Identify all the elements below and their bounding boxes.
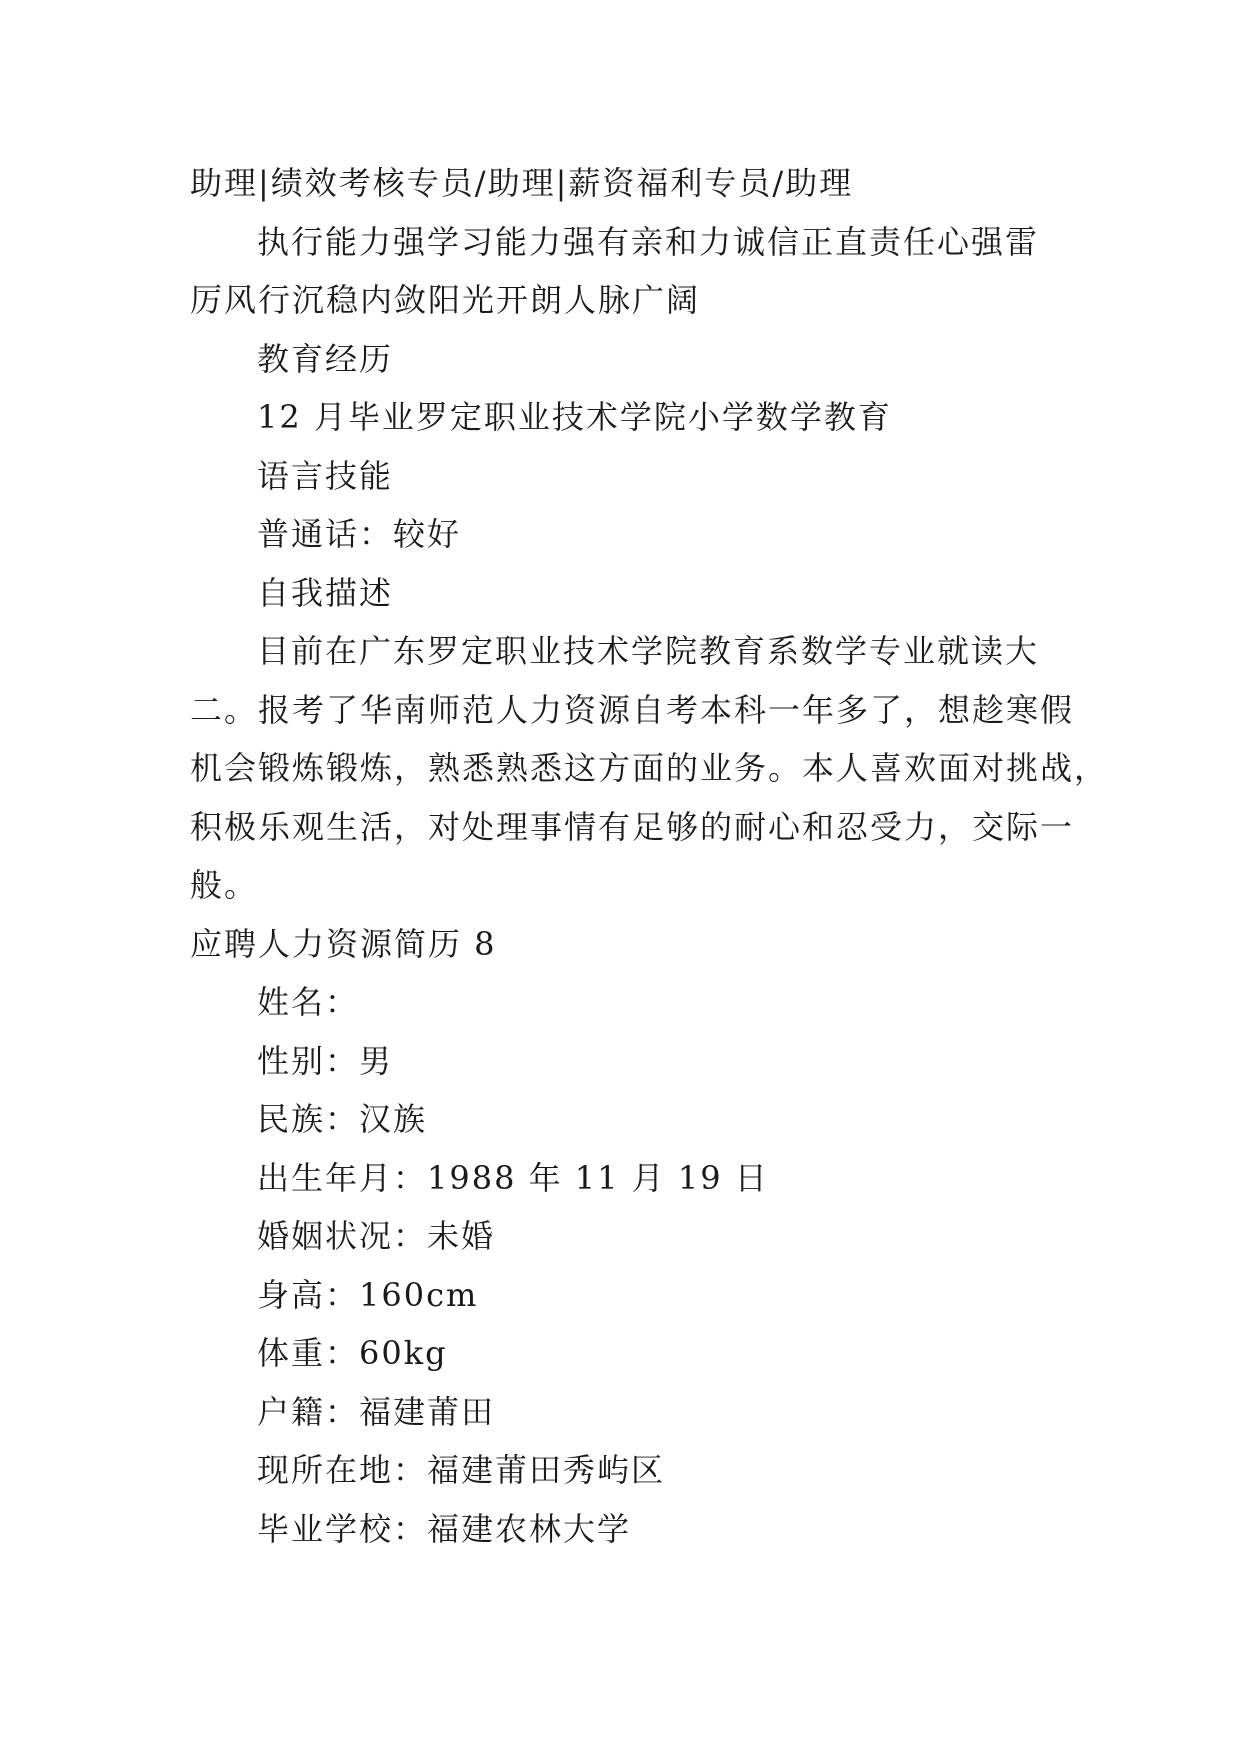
self-description-heading: 自我描述 [257, 573, 394, 612]
language-heading: 语言技能 [257, 456, 394, 495]
self-description-line-2: 二。报考了华南师范人力资源自考本科一年多了，想趁寒假 [190, 690, 1075, 729]
field-current-location: 现所在地：福建莆田秀屿区 [257, 1451, 666, 1489]
field-height: 身高：160cm [257, 1275, 479, 1314]
field-ethnicity: 民族：汉族 [257, 1100, 428, 1138]
field-graduate-school: 毕业学校：福建农林大学 [257, 1509, 632, 1548]
field-gender: 性别：男 [257, 1041, 394, 1080]
field-marital-status: 婚姻状况：未婚 [257, 1217, 496, 1255]
job-titles-line: 助理|绩效考核专员/助理|薪资福利专员/助理 [190, 164, 854, 202]
self-description-line-4: 积极乐观生活，对处理事情有足够的耐心和忍受力，交际一 [190, 807, 1075, 846]
field-hukou: 户籍：福建莆田 [257, 1392, 496, 1431]
field-birth-date: 出生年月：1988 年 11 月 19 日 [257, 1158, 769, 1197]
self-description-line-3: 机会锻炼锻炼，熟悉熟悉这方面的业务。本人喜欢面对挑战， [190, 749, 1109, 787]
education-item: 12 月毕业罗定职业技术学院小学数学教育 [257, 398, 892, 436]
self-description-line-5: 般。 [190, 866, 259, 904]
field-name: 姓名： [257, 983, 360, 1021]
field-weight: 体重：60kg [257, 1334, 448, 1372]
resume-title: 应聘人力资源简历 8 [190, 924, 497, 963]
document-page [190, 154, 1109, 1558]
traits-line-2: 厉风行沉稳内敛阳光开朗人脉广阔 [190, 281, 701, 319]
self-description-line-1: 目前在广东罗定职业技术学院教育系数学专业就读大 [257, 632, 1040, 670]
traits-line-1: 执行能力强学习能力强有亲和力诚信正直责任心强雷 [257, 222, 1040, 261]
education-heading: 教育经历 [257, 339, 394, 378]
language-item: 普通话：较好 [257, 515, 462, 553]
